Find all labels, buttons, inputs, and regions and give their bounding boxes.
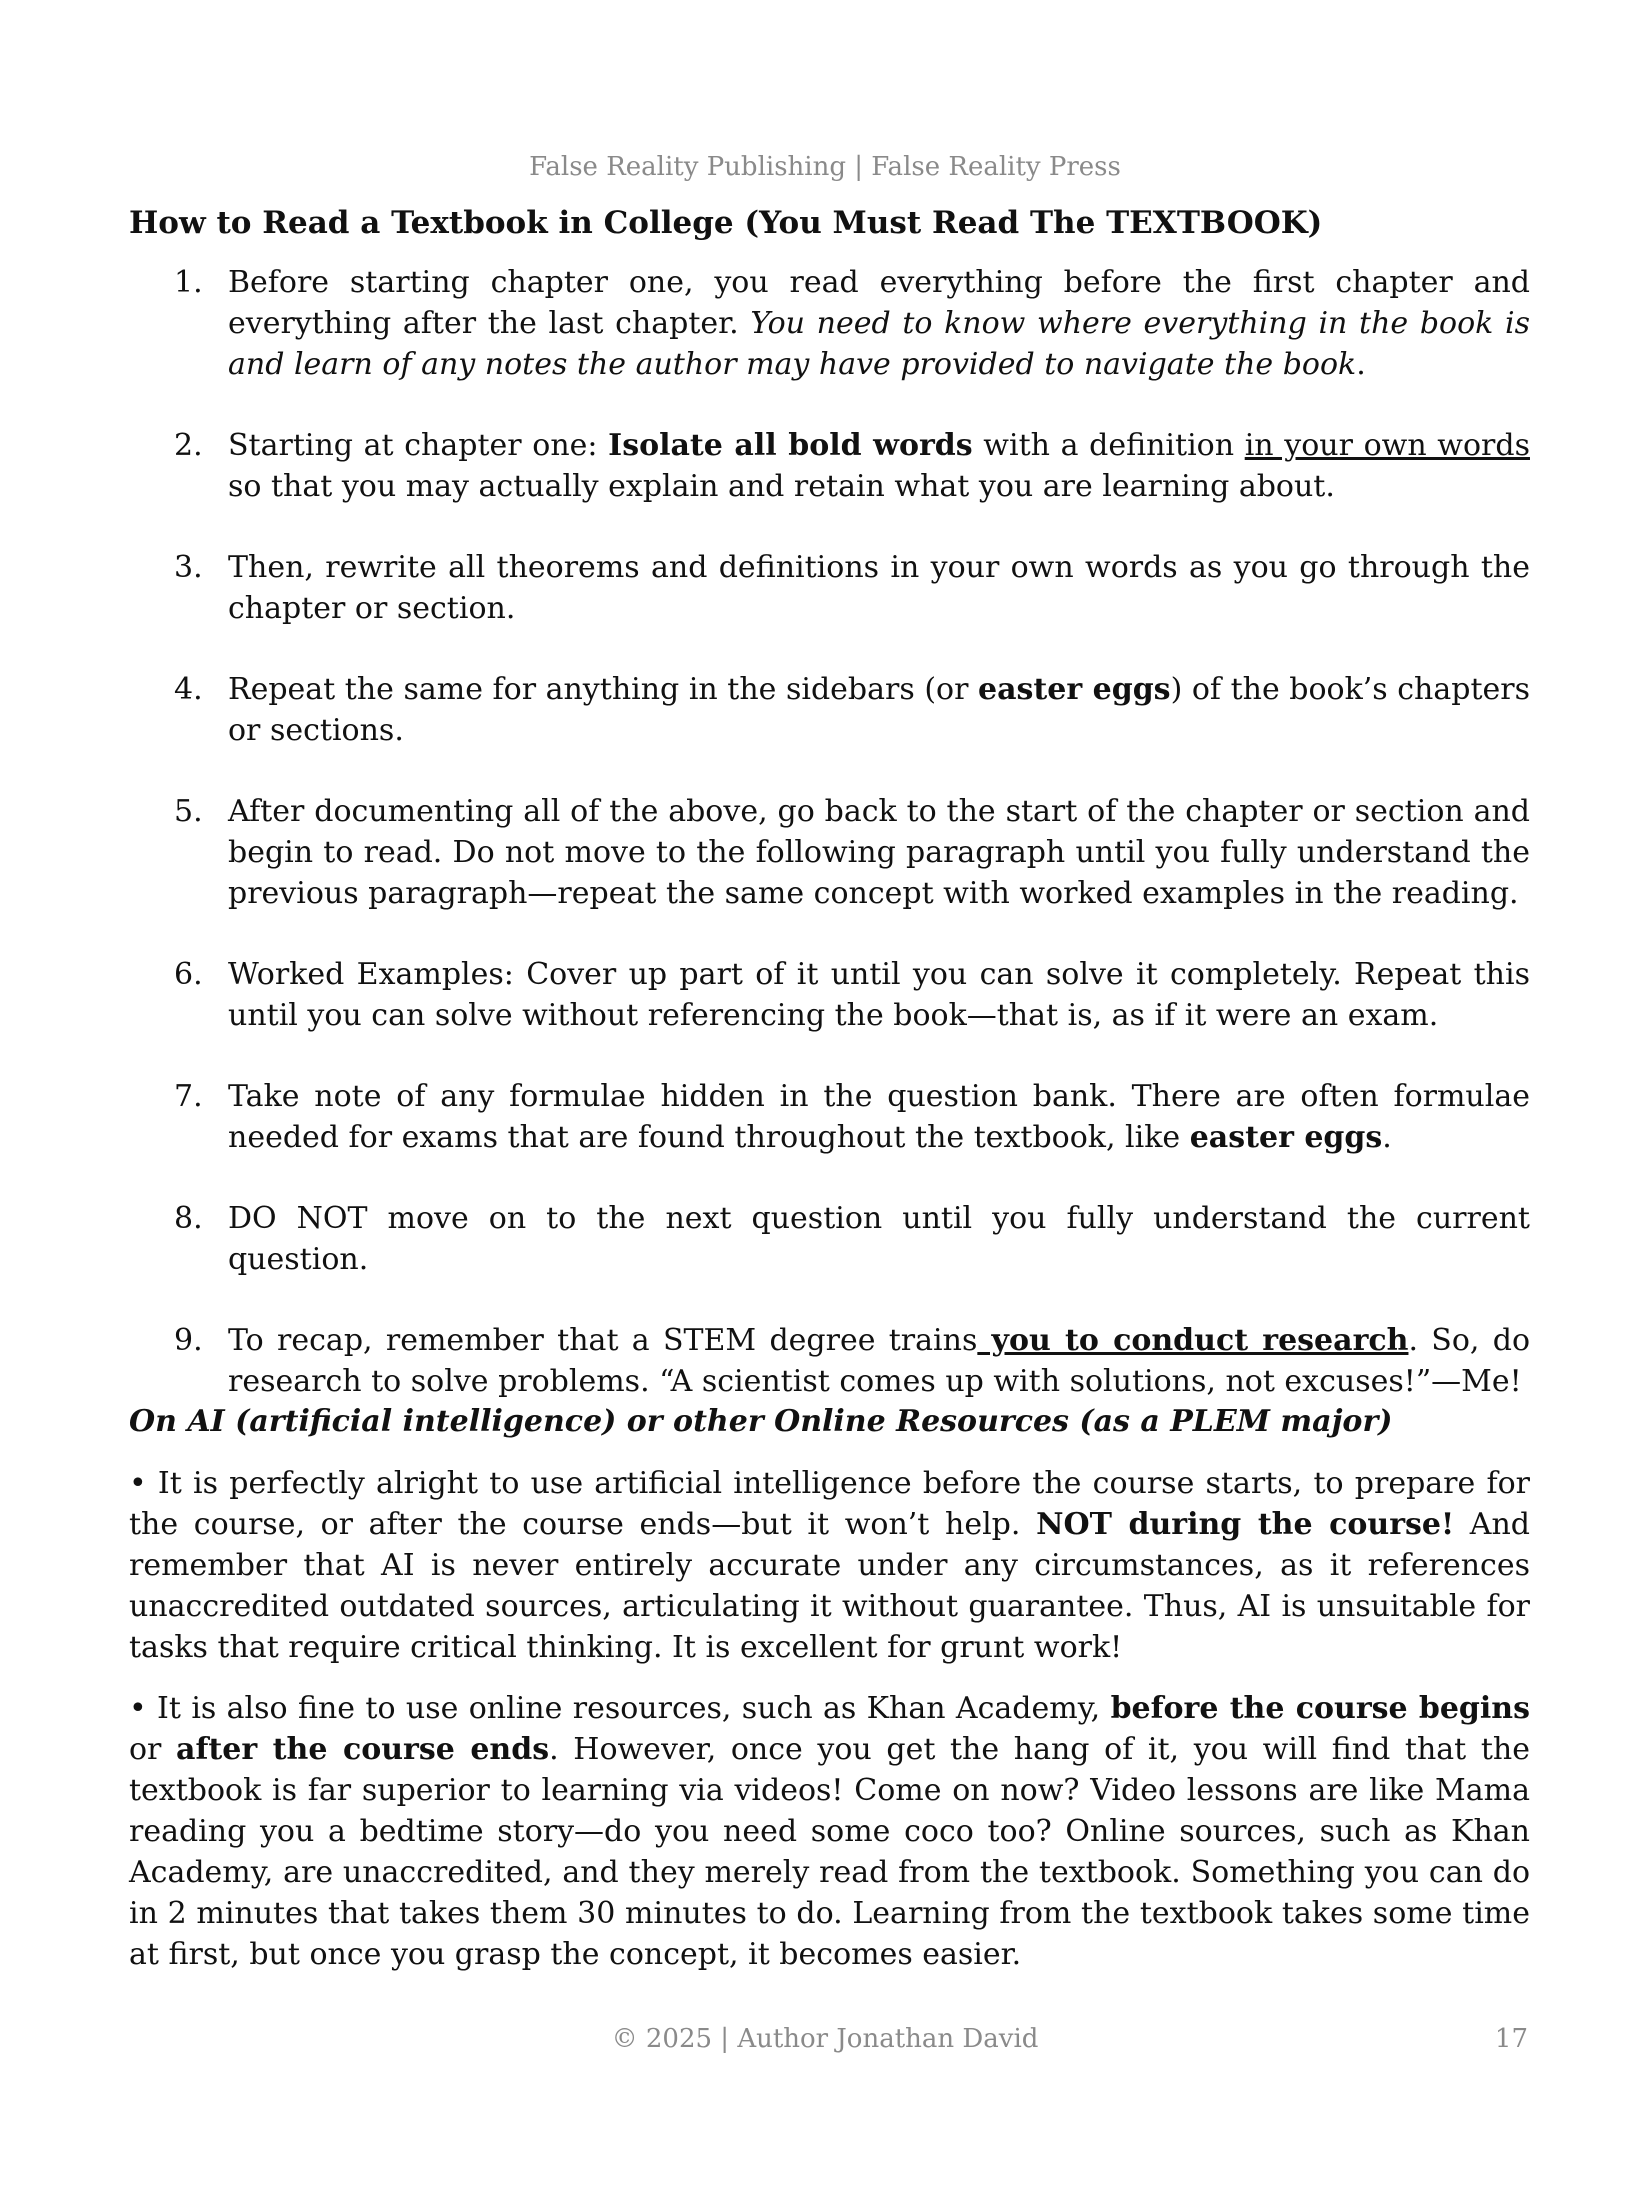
step-bold-text: easter eggs: [978, 672, 1171, 707]
step-7: [129, 1076, 1530, 1158]
step-text: so that you may actually explain and retain what you are learning about.: [228, 469, 1335, 504]
step-number: 2.: [174, 428, 203, 463]
step-3: [129, 547, 1530, 629]
step-number: 4.: [174, 672, 203, 707]
step-text: Repeat the same for anything in the sidebars (or: [228, 672, 978, 707]
paragraph-bold-text: before the course begins: [1110, 1691, 1531, 1726]
step-6: [129, 954, 1530, 1036]
steps-list: [129, 262, 1530, 1402]
step-4: [129, 669, 1530, 751]
ai-section-heading: On AI (artificial intelligence) or other Online Resources (as a PLEM major): [129, 1404, 1393, 1439]
step-text: Take note of any formulae hidden in the question bank. There are often formulae needed for exams that are found throughout the textbook, like: [228, 1079, 1530, 1155]
step-text: with a definition: [972, 428, 1245, 463]
step-number: 9.: [174, 1323, 203, 1358]
step-1: [129, 262, 1530, 385]
ai-paragraph: [129, 1463, 1530, 1668]
step-text: After documenting all of the above, go back to the start of the chapter or section and begin to read. Do not move to the following paragraph until you fully understand the previous paragraph—repeat the same concept with worked examples in the reading.: [228, 794, 1530, 911]
step-number: 1.: [174, 265, 203, 300]
step-text-end: .: [1356, 347, 1366, 382]
paragraph-bold-text: after the course ends: [176, 1732, 550, 1767]
step-number: 3.: [174, 550, 203, 585]
step-text: Before starting chapter one, you read everything before the first chapter and everything after the last chapter.: [228, 265, 1530, 341]
paragraph-bold-text: NOT during the course!: [1036, 1507, 1455, 1542]
paragraph-text: . However, once you get the hang of it, you will find that the textbook is far superior to learning via videos! Come on now? Video lessons are like Mama reading you a bedtime story—do you need some coco too? Online sources, such as Khan Academy, are unaccredited, and they merely read from the textbook. Something you can do in 2 minutes that takes them 30 minutes to do. Learning from the textbook takes some time at first, but once you grasp the concept, it becomes easier.: [129, 1732, 1530, 1972]
step-8: [129, 1198, 1530, 1280]
step-text: ) of the book’s chapters or sections.: [228, 672, 1531, 748]
step-number: 6.: [174, 957, 203, 992]
step-italic-text: You need to know where everything in the book is and learn of any notes the author may have provided to navigate the book: [228, 306, 1530, 382]
step-number: 5.: [174, 794, 203, 829]
step-text: .: [1382, 1120, 1392, 1155]
step-5: [129, 791, 1530, 914]
step-2: [129, 425, 1530, 507]
step-bold-text: easter eggs: [1189, 1120, 1383, 1155]
page-header: False Reality Publishing | False Reality Press: [529, 152, 1121, 182]
step-text: Then, rewrite all theorems and definitions in your own words as you go through the chapter or section.: [228, 550, 1530, 626]
step-text: . So, do research to solve problems. “A scientist comes up with solutions, not excuses!”—Me!: [228, 1323, 1531, 1399]
step-text: To recap, remember that a STEM degree trains: [228, 1323, 978, 1358]
step-number: 8.: [174, 1201, 203, 1236]
paragraph-text: And remember that AI is never entirely accurate under any circumstances, as it references unaccredited outdated sources, articulating it without guarantee. Thus, AI is unsuitable for tasks that require critical thinking. It is excellent for grunt work!: [129, 1507, 1530, 1665]
paragraph-text: or: [129, 1732, 177, 1767]
page-footer: © 2025 | Author Jonathan David: [611, 2024, 1039, 2054]
page-number: 17: [1494, 2024, 1528, 2054]
step-text: Worked Examples: Cover up part of it until you can solve it completely. Repeat this until you can solve without referencing the book—that is, as if it were an exam.: [228, 957, 1530, 1033]
step-number: 7.: [174, 1079, 203, 1114]
paragraph-text: • It is perfectly alright to use artificial intelligence before the course starts, to prepare for the course, or after the course ends—but it won’t help.: [129, 1466, 1530, 1542]
paragraph-text: • It is also fine to use online resources, such as Khan Academy,: [129, 1691, 1111, 1726]
step-underlined-text: in your own words: [1244, 428, 1530, 463]
step-text: DO NOT move on to the next question until you fully understand the current question.: [228, 1201, 1530, 1277]
step-bold-text: Isolate all bold words: [608, 428, 973, 463]
page-title: How to Read a Textbook in College (You Must Read The TEXTBOOK): [129, 205, 1323, 241]
step-text: Starting at chapter one:: [228, 428, 609, 463]
online-resources-paragraph: [129, 1688, 1530, 1975]
step-9: [129, 1320, 1530, 1402]
step-bold-underlined-text: you to conduct research: [977, 1323, 1409, 1358]
